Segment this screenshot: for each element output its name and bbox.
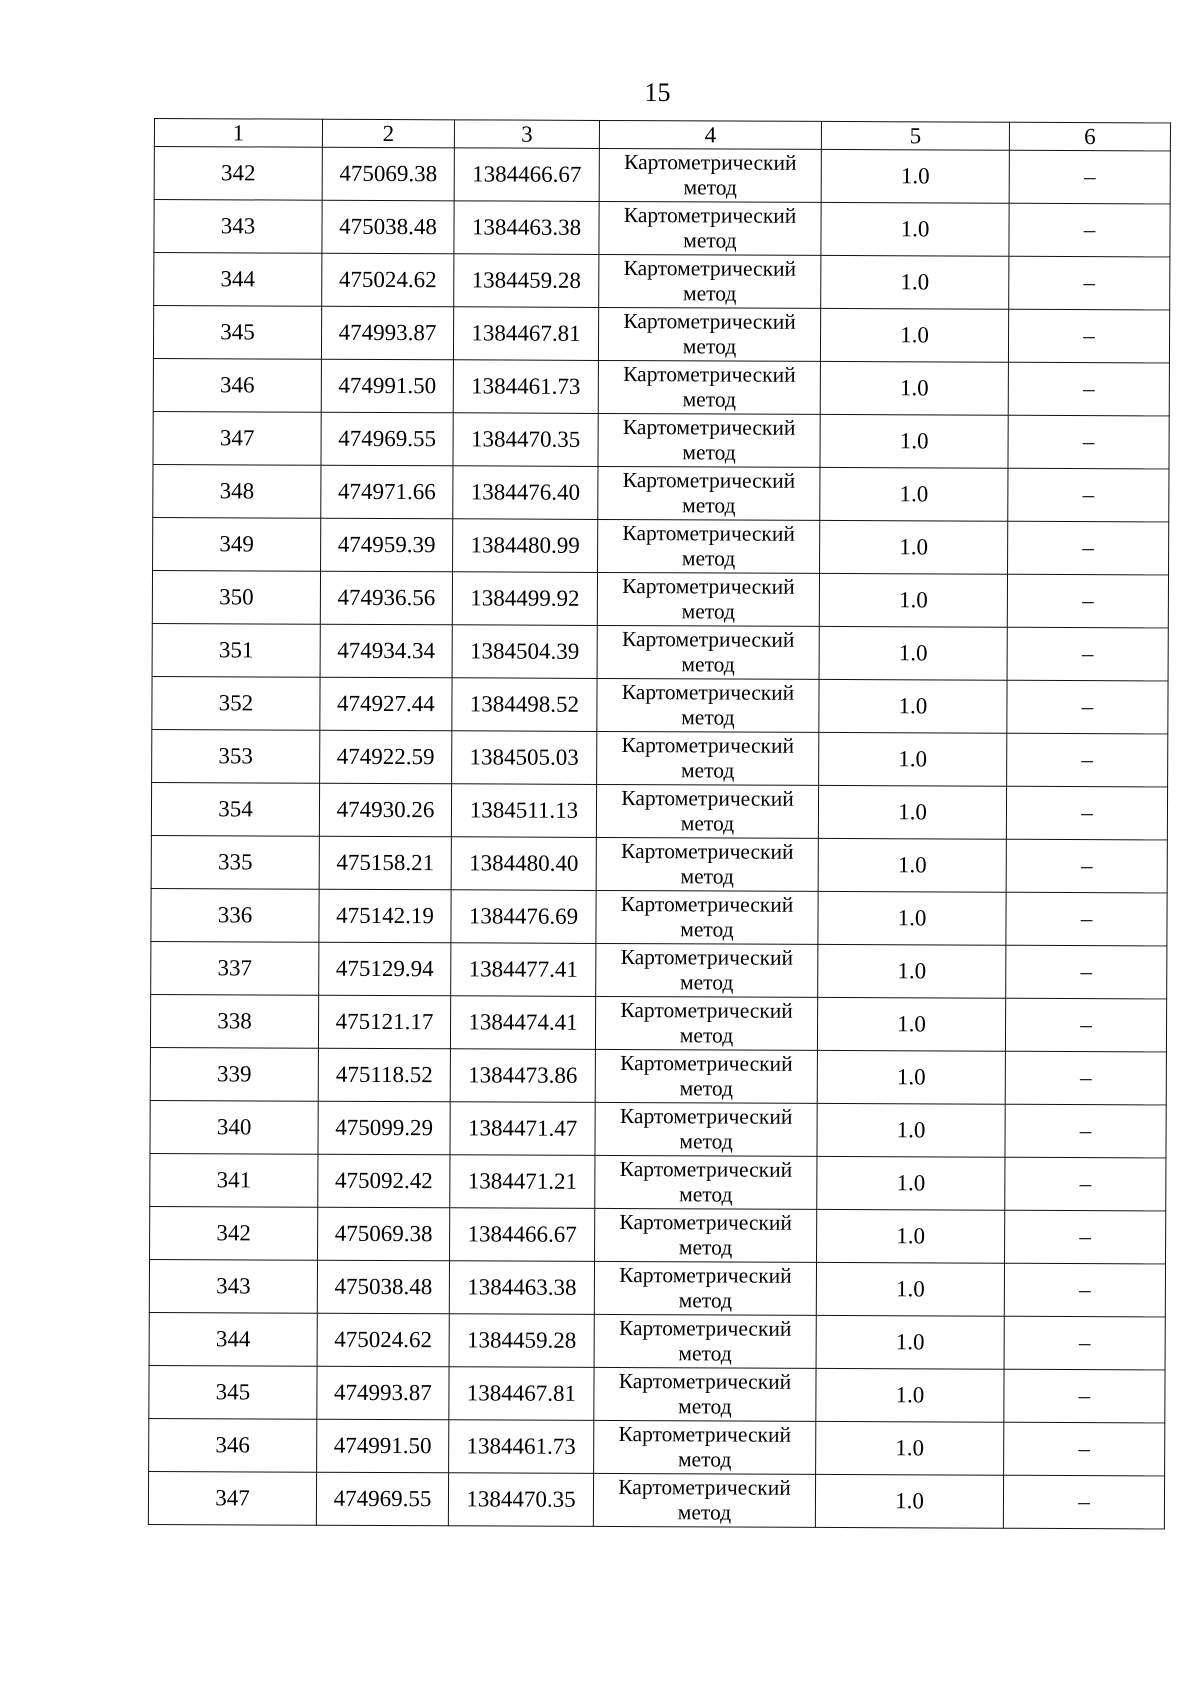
method-line-2: метод (680, 917, 734, 942)
method-line-1: Картометрический (619, 1104, 793, 1129)
table-body (148, 147, 1170, 1529)
accuracy-cell: 1.0 (817, 997, 1005, 1051)
note-cell: – (1006, 892, 1167, 946)
point-number-cell: 343 (154, 200, 322, 254)
accuracy-cell: 1.0 (818, 891, 1006, 945)
note-cell: – (1008, 362, 1169, 416)
point-number-cell: 338 (150, 994, 318, 1048)
x-coordinate-cell: 475069.38 (322, 147, 454, 201)
point-number-cell: 351 (152, 623, 320, 677)
point-number-cell: 336 (151, 888, 319, 942)
y-coordinate-cell: 1384476.69 (451, 890, 596, 944)
method-line-1: Картометрический (622, 468, 796, 493)
accuracy-cell: 1.0 (819, 626, 1007, 680)
y-coordinate-cell: 1384466.67 (454, 148, 599, 202)
x-coordinate-cell: 475069.38 (318, 1207, 450, 1261)
note-cell: – (1007, 627, 1168, 681)
method-cell (595, 1155, 817, 1209)
point-number-cell: 349 (153, 517, 321, 571)
method-cell (598, 466, 820, 520)
x-coordinate-cell: 475024.62 (317, 1313, 449, 1367)
method-line-2: метод (679, 1023, 734, 1048)
x-coordinate-cell: 475038.48 (317, 1260, 449, 1314)
table-row (154, 253, 1170, 310)
y-coordinate-cell: 1384499.92 (452, 572, 597, 626)
note-cell: – (1004, 1316, 1165, 1370)
method-cell (597, 731, 819, 785)
note-cell: – (1005, 1157, 1166, 1211)
x-coordinate-cell: 475038.48 (322, 200, 454, 254)
point-number-cell: 342 (154, 147, 322, 201)
method-cell (594, 1261, 816, 1315)
x-coordinate-cell: 474993.87 (317, 1366, 449, 1420)
y-coordinate-cell: 1384467.81 (453, 307, 598, 361)
method-cell (599, 201, 821, 255)
method-line-2: метод (677, 1500, 732, 1525)
table-row (150, 1047, 1166, 1104)
accuracy-cell: 1.0 (817, 1209, 1005, 1263)
table-row (150, 1206, 1166, 1263)
note-cell: – (1005, 998, 1166, 1052)
accuracy-cell: 1.0 (817, 1156, 1005, 1210)
note-cell: – (1004, 1422, 1165, 1476)
column-header-6: 6 (1009, 122, 1170, 151)
method-line-2: метод (681, 652, 735, 677)
x-coordinate-cell: 474959.39 (321, 518, 453, 572)
method-line-1: Картометрический (622, 415, 796, 440)
method-line-2: метод (680, 864, 734, 889)
method-line-2: метод (682, 387, 737, 412)
method-cell (594, 1367, 816, 1421)
note-cell: – (1008, 468, 1169, 522)
method-line-2: метод (682, 334, 737, 359)
coordinates-table (148, 118, 1171, 1529)
point-number-cell: 341 (150, 1153, 318, 1207)
x-coordinate-cell: 475142.19 (319, 889, 451, 943)
method-line-2: метод (680, 970, 734, 995)
y-coordinate-cell: 1384474.41 (450, 996, 595, 1050)
x-coordinate-cell: 474971.66 (321, 465, 453, 519)
table-row (151, 941, 1167, 998)
table-row (153, 411, 1169, 468)
accuracy-cell: 1.0 (817, 1103, 1005, 1157)
method-cell (598, 360, 820, 414)
x-coordinate-cell: 474991.50 (321, 359, 453, 413)
x-coordinate-cell: 475099.29 (318, 1101, 450, 1155)
method-line-1: Картометрический (619, 1263, 792, 1288)
header-row (154, 119, 1170, 151)
method-cell (597, 625, 819, 679)
y-coordinate-cell: 1384471.21 (450, 1155, 595, 1209)
point-number-cell: 345 (149, 1365, 317, 1419)
table-row (152, 729, 1168, 786)
page-number: 15 (644, 78, 671, 107)
y-coordinate-cell: 1384467.81 (449, 1367, 594, 1421)
x-coordinate-cell: 474927.44 (320, 677, 452, 731)
table-row (152, 676, 1168, 733)
note-cell: – (1005, 1104, 1166, 1158)
column-header-5: 5 (821, 121, 1009, 150)
accuracy-cell: 1.0 (820, 308, 1008, 362)
point-number-cell: 346 (149, 1418, 317, 1472)
method-line-1: Картометрический (618, 1475, 791, 1500)
method-cell (596, 837, 818, 891)
method-line-1: Картометрический (618, 1422, 792, 1447)
method-line-1: Картометрический (623, 203, 797, 228)
method-line-2: метод (681, 546, 736, 571)
x-coordinate-cell: 474991.50 (317, 1419, 449, 1473)
point-number-cell: 348 (153, 464, 321, 518)
method-line-1: Картометрический (623, 362, 796, 387)
accuracy-cell: 1.0 (818, 944, 1006, 998)
note-cell: – (1004, 1369, 1165, 1423)
y-coordinate-cell: 1384480.99 (453, 519, 598, 573)
method-line-2: метод (683, 281, 737, 306)
column-header-4: 4 (599, 120, 821, 149)
table-row (151, 888, 1167, 945)
note-cell: – (1007, 733, 1168, 787)
method-line-2: метод (680, 758, 735, 783)
accuracy-cell: 1.0 (817, 1050, 1005, 1104)
method-cell (598, 413, 820, 467)
point-number-cell: 350 (152, 570, 320, 624)
note-cell: – (1009, 203, 1170, 257)
method-line-2: метод (683, 228, 737, 253)
note-cell: – (1003, 1475, 1164, 1529)
y-coordinate-cell: 1384461.73 (453, 360, 598, 414)
table-row (153, 464, 1169, 521)
x-coordinate-cell: 474922.59 (320, 730, 452, 784)
method-line-1: Картометрический (619, 1210, 792, 1235)
method-line-1: Картометрический (624, 150, 797, 175)
accuracy-cell: 1.0 (818, 785, 1006, 839)
method-line-2: метод (679, 1182, 733, 1207)
table-row (153, 517, 1169, 574)
note-cell: – (1008, 309, 1169, 363)
table-row (151, 782, 1167, 839)
x-coordinate-cell: 475024.62 (322, 253, 454, 307)
point-number-cell: 339 (150, 1047, 318, 1101)
accuracy-cell: 1.0 (819, 573, 1007, 627)
method-cell (594, 1420, 816, 1474)
method-line-1: Картометрический (620, 892, 794, 917)
table-row (153, 358, 1169, 415)
x-coordinate-cell: 474969.55 (321, 412, 453, 466)
note-cell: – (1008, 415, 1169, 469)
method-line-1: Картометрический (621, 786, 794, 811)
point-number-cell: 335 (151, 835, 319, 889)
method-cell (597, 678, 819, 732)
table-row (150, 994, 1166, 1051)
accuracy-cell: 1.0 (821, 149, 1009, 203)
accuracy-cell: 1.0 (815, 1474, 1003, 1528)
accuracy-cell: 1.0 (816, 1262, 1004, 1316)
accuracy-cell: 1.0 (816, 1368, 1004, 1422)
point-number-cell: 345 (153, 306, 321, 360)
note-cell: – (1006, 839, 1167, 893)
method-line-2: метод (680, 811, 735, 836)
method-line-2: метод (678, 1394, 732, 1419)
note-cell: – (1006, 786, 1167, 840)
method-cell (596, 784, 818, 838)
table-row (149, 1365, 1165, 1422)
method-line-2: метод (679, 1129, 733, 1154)
y-coordinate-cell: 1384477.41 (451, 943, 596, 997)
method-line-1: Картометрический (622, 574, 795, 599)
note-cell: – (1004, 1263, 1165, 1317)
y-coordinate-cell: 1384498.52 (452, 678, 597, 732)
method-line-1: Картометрический (623, 256, 797, 281)
x-coordinate-cell: 474934.34 (320, 624, 452, 678)
note-cell: – (1009, 150, 1170, 204)
method-line-2: метод (679, 1076, 733, 1101)
method-line-1: Картометрический (620, 1051, 793, 1076)
y-coordinate-cell: 1384461.73 (449, 1420, 594, 1474)
accuracy-cell: 1.0 (820, 414, 1008, 468)
y-coordinate-cell: 1384463.38 (454, 201, 599, 255)
method-line-2: метод (678, 1235, 733, 1260)
table-row (153, 306, 1169, 363)
point-number-cell: 343 (149, 1259, 317, 1313)
y-coordinate-cell: 1384459.28 (449, 1314, 594, 1368)
method-line-1: Картометрический (622, 521, 795, 546)
accuracy-cell: 1.0 (820, 520, 1008, 574)
note-cell: – (1007, 574, 1168, 628)
table-row (154, 147, 1170, 204)
method-cell (595, 1102, 817, 1156)
accuracy-cell: 1.0 (820, 467, 1008, 521)
accuracy-cell: 1.0 (821, 255, 1009, 309)
y-coordinate-cell: 1384473.86 (450, 1049, 595, 1103)
column-header-1: 1 (154, 119, 322, 148)
x-coordinate-cell: 475118.52 (318, 1048, 450, 1102)
method-cell (598, 519, 820, 573)
x-coordinate-cell: 475129.94 (319, 942, 451, 996)
x-coordinate-cell: 474930.26 (319, 783, 451, 837)
method-line-1: Картометрический (619, 1157, 793, 1182)
y-coordinate-cell: 1384511.13 (451, 784, 596, 838)
table-row (150, 1153, 1166, 1210)
note-cell: – (1008, 521, 1169, 575)
method-cell (599, 148, 821, 202)
method-cell (593, 1473, 815, 1527)
table-row (148, 1471, 1164, 1528)
point-number-cell: 353 (152, 729, 320, 783)
x-coordinate-cell: 475092.42 (318, 1154, 450, 1208)
method-line-1: Картометрический (623, 309, 796, 334)
method-line-2: метод (678, 1341, 732, 1366)
method-line-1: Картометрический (620, 945, 794, 970)
method-line-1: Картометрический (620, 998, 793, 1023)
accuracy-cell: 1.0 (819, 679, 1007, 733)
method-line-1: Картометрический (618, 1369, 792, 1394)
method-cell (598, 307, 820, 361)
y-coordinate-cell: 1384504.39 (452, 625, 597, 679)
method-line-1: Картометрический (621, 839, 794, 864)
method-line-2: метод (677, 1447, 732, 1472)
x-coordinate-cell: 474969.55 (316, 1472, 448, 1526)
y-coordinate-cell: 1384463.38 (449, 1261, 594, 1315)
x-coordinate-cell: 475158.21 (319, 836, 451, 890)
point-number-cell: 340 (150, 1100, 318, 1154)
method-line-1: Картометрический (621, 733, 795, 758)
table-header (154, 119, 1170, 151)
method-line-1: Картометрический (621, 627, 795, 652)
method-line-2: метод (682, 440, 736, 465)
accuracy-cell: 1.0 (816, 1421, 1004, 1475)
point-number-cell: 352 (152, 676, 320, 730)
accuracy-cell: 1.0 (820, 361, 1008, 415)
method-cell (595, 996, 817, 1050)
point-number-cell: 337 (151, 941, 319, 995)
method-cell (595, 1208, 817, 1262)
note-cell: – (1009, 256, 1170, 310)
point-number-cell: 346 (153, 358, 321, 412)
note-cell: – (1007, 680, 1168, 734)
table-row (154, 200, 1170, 257)
y-coordinate-cell: 1384480.40 (451, 837, 596, 891)
note-cell: – (1005, 1051, 1166, 1105)
note-cell: – (1006, 945, 1167, 999)
table-row (151, 835, 1167, 892)
table-row (152, 623, 1168, 680)
point-number-cell: 347 (148, 1471, 316, 1525)
method-line-1: Картометрический (621, 680, 795, 705)
point-number-cell: 342 (150, 1206, 318, 1260)
method-line-2: метод (678, 1288, 733, 1313)
x-coordinate-cell: 474936.56 (320, 571, 452, 625)
table-row (152, 570, 1168, 627)
point-number-cell: 344 (154, 253, 322, 307)
method-cell (596, 943, 818, 997)
y-coordinate-cell: 1384505.03 (452, 731, 597, 785)
point-number-cell: 347 (153, 411, 321, 465)
y-coordinate-cell: 1384470.35 (448, 1473, 593, 1527)
table-row (149, 1418, 1165, 1475)
method-line-2: метод (681, 599, 736, 624)
method-line-2: метод (682, 493, 736, 518)
accuracy-cell: 1.0 (821, 202, 1009, 256)
method-cell (596, 890, 818, 944)
y-coordinate-cell: 1384476.40 (453, 466, 598, 520)
method-cell (595, 1049, 817, 1103)
accuracy-cell: 1.0 (818, 838, 1006, 892)
method-line-1: Картометрический (618, 1316, 792, 1341)
y-coordinate-cell: 1384471.47 (450, 1102, 595, 1156)
point-number-cell: 354 (151, 782, 319, 836)
method-cell (594, 1314, 816, 1368)
column-header-2: 2 (322, 119, 454, 148)
point-number-cell: 344 (149, 1312, 317, 1366)
table-row (149, 1312, 1165, 1369)
accuracy-cell: 1.0 (816, 1315, 1004, 1369)
y-coordinate-cell: 1384466.67 (450, 1208, 595, 1262)
method-line-2: метод (681, 705, 735, 730)
y-coordinate-cell: 1384470.35 (453, 413, 598, 467)
method-cell (597, 572, 819, 626)
column-header-3: 3 (454, 120, 599, 149)
method-cell (599, 254, 821, 308)
accuracy-cell: 1.0 (819, 732, 1007, 786)
method-line-2: метод (683, 175, 737, 200)
table-row (149, 1259, 1165, 1316)
y-coordinate-cell: 1384459.28 (454, 254, 599, 308)
x-coordinate-cell: 475121.17 (318, 995, 450, 1049)
x-coordinate-cell: 474993.87 (321, 306, 453, 360)
table-row (150, 1100, 1166, 1157)
note-cell: – (1005, 1210, 1166, 1264)
